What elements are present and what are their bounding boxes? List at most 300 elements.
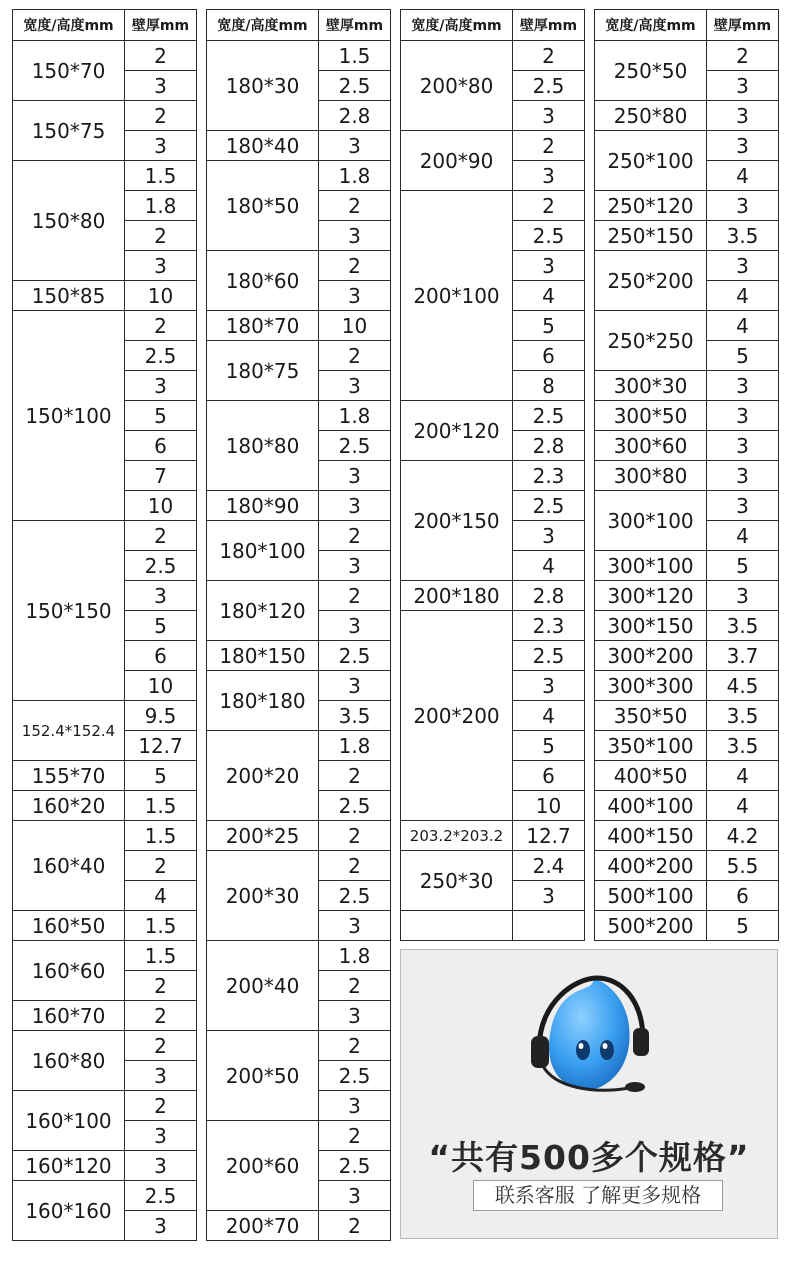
- contact-service-button[interactable]: 联系客服 了解更多规格: [473, 1180, 723, 1211]
- size-cell: 200*80: [401, 41, 513, 131]
- size-cell: 155*70: [13, 761, 125, 791]
- table-row: [595, 41, 779, 71]
- table-row: [207, 1121, 391, 1151]
- size-cell: 180*90: [207, 491, 319, 521]
- header-row: [595, 10, 779, 41]
- thickness-cell: 2: [319, 821, 391, 851]
- thickness-cell: 3: [319, 611, 391, 641]
- thickness-cell: 3: [707, 491, 779, 521]
- size-cell: 150*70: [13, 41, 125, 101]
- size-cell: 300*100: [595, 551, 707, 581]
- table-row: [13, 941, 197, 971]
- size-cell: 250*100: [595, 131, 707, 191]
- table-row: [401, 851, 585, 881]
- thickness-cell: 3: [513, 671, 585, 701]
- table-row: [13, 911, 197, 941]
- thickness-cell: 2: [319, 581, 391, 611]
- thickness-cell: 1.8: [125, 191, 197, 221]
- thickness-cell: 3: [319, 551, 391, 581]
- thickness-cell: 2.5: [513, 491, 585, 521]
- size-cell: 250*150: [595, 221, 707, 251]
- size-cell: 150*85: [13, 281, 125, 311]
- thickness-cell: 1.8: [319, 731, 391, 761]
- thickness-cell: 2: [125, 221, 197, 251]
- thickness-cell: 3: [125, 251, 197, 281]
- table-row: [207, 161, 391, 191]
- size-cell: 150*150: [13, 521, 125, 701]
- thickness-cell: 4: [707, 161, 779, 191]
- table-row: [207, 1031, 391, 1061]
- thickness-cell: 3: [125, 1151, 197, 1181]
- thickness-cell: 1.5: [319, 41, 391, 71]
- size-header: 宽度/高度mm: [595, 10, 707, 41]
- table-row: [401, 191, 585, 221]
- thickness-cell: 4: [707, 791, 779, 821]
- thickness-cell: 5: [125, 761, 197, 791]
- thickness-cell: 4: [707, 521, 779, 551]
- thickness-cell: 2.5: [513, 221, 585, 251]
- thickness-cell: 2.5: [125, 551, 197, 581]
- table-row: [595, 791, 779, 821]
- spec-table-2: [206, 9, 391, 1241]
- thickness-cell: 1.5: [125, 161, 197, 191]
- thickness-cell: 3.5: [707, 611, 779, 641]
- table-row: [595, 851, 779, 881]
- thickness-cell: 3: [707, 191, 779, 221]
- thickness-cell: 3: [319, 281, 391, 311]
- size-cell: 200*100: [401, 191, 513, 401]
- size-cell: 203.2*203.2: [401, 821, 513, 851]
- thickness-cell: 1.5: [125, 941, 197, 971]
- table-row: [595, 491, 779, 521]
- thickness-cell: [513, 911, 585, 941]
- thickness-cell: 3: [319, 1181, 391, 1211]
- size-cell: 180*100: [207, 521, 319, 581]
- thickness-cell: 2.5: [319, 431, 391, 461]
- size-cell: 200*150: [401, 461, 513, 581]
- thickness-cell: 4: [513, 701, 585, 731]
- promo-panel: [400, 949, 778, 1239]
- thickness-cell: 10: [125, 671, 197, 701]
- table-row: [207, 1211, 391, 1241]
- thickness-cell: 3: [707, 101, 779, 131]
- thickness-cell: 3: [707, 131, 779, 161]
- size-cell: 160*120: [13, 1151, 125, 1181]
- size-cell: 250*250: [595, 311, 707, 371]
- spec-table-1: [12, 9, 197, 1241]
- table-row: [207, 401, 391, 431]
- table-row: [207, 581, 391, 611]
- table-row: [207, 521, 391, 551]
- thickness-cell: 3: [125, 1061, 197, 1091]
- thickness-cell: 2.5: [319, 1061, 391, 1091]
- table-row: [595, 131, 779, 161]
- table-row: [207, 341, 391, 371]
- table-row: [401, 131, 585, 161]
- thickness-cell: 3: [125, 1121, 197, 1151]
- table-row: [401, 611, 585, 641]
- size-header: 宽度/高度mm: [401, 10, 513, 41]
- size-cell: 300*50: [595, 401, 707, 431]
- size-cell: 300*300: [595, 671, 707, 701]
- thickness-cell: 2.5: [513, 641, 585, 671]
- size-cell: 200*200: [401, 611, 513, 821]
- thickness-cell: 2: [319, 761, 391, 791]
- thickness-cell: 2.8: [513, 581, 585, 611]
- thickness-cell: 6: [513, 761, 585, 791]
- thickness-cell: 1.5: [125, 821, 197, 851]
- thickness-cell: 2.5: [319, 1151, 391, 1181]
- table-row: [401, 461, 585, 491]
- thickness-header: 壁厚mm: [319, 10, 391, 41]
- thickness-cell: 2.5: [125, 1181, 197, 1211]
- table-row: [207, 251, 391, 281]
- table-row: [595, 311, 779, 341]
- table-row: [401, 41, 585, 71]
- thickness-cell: 2.5: [319, 791, 391, 821]
- size-cell: 300*100: [595, 491, 707, 551]
- spec-table-3: [400, 9, 585, 941]
- table-row: [13, 1001, 197, 1031]
- thickness-cell: 9.5: [125, 701, 197, 731]
- size-cell: 160*40: [13, 821, 125, 911]
- size-header: 宽度/高度mm: [13, 10, 125, 41]
- size-cell: 160*70: [13, 1001, 125, 1031]
- size-cell: 200*30: [207, 851, 319, 941]
- thickness-cell: 1.8: [319, 161, 391, 191]
- size-cell: 250*80: [595, 101, 707, 131]
- table-row: [595, 581, 779, 611]
- size-cell: 200*20: [207, 731, 319, 821]
- table-row: [595, 401, 779, 431]
- thickness-cell: 8: [513, 371, 585, 401]
- thickness-cell: 10: [319, 311, 391, 341]
- table-row: [13, 101, 197, 131]
- table-row: [595, 641, 779, 671]
- table-row: [13, 1181, 197, 1211]
- table-row: [401, 581, 585, 611]
- thickness-cell: 2: [319, 851, 391, 881]
- thickness-cell: 2: [125, 311, 197, 341]
- size-cell: 300*30: [595, 371, 707, 401]
- thickness-cell: 2.5: [513, 401, 585, 431]
- size-cell: 180*150: [207, 641, 319, 671]
- size-cell: 300*120: [595, 581, 707, 611]
- thickness-cell: 3: [319, 1001, 391, 1031]
- thickness-cell: 10: [513, 791, 585, 821]
- thickness-cell: 2: [125, 41, 197, 71]
- thickness-cell: 2: [319, 1211, 391, 1241]
- thickness-cell: 3: [513, 881, 585, 911]
- thickness-cell: 3: [125, 581, 197, 611]
- thickness-cell: 5: [707, 551, 779, 581]
- thickness-cell: 6: [513, 341, 585, 371]
- size-cell: 200*25: [207, 821, 319, 851]
- size-cell: 180*30: [207, 41, 319, 131]
- thickness-cell: 2.5: [513, 71, 585, 101]
- thickness-cell: 6: [707, 881, 779, 911]
- table-row: [207, 671, 391, 701]
- thickness-cell: 7: [125, 461, 197, 491]
- size-cell: 200*60: [207, 1121, 319, 1211]
- thickness-cell: 1.5: [125, 911, 197, 941]
- thickness-cell: 4: [513, 551, 585, 581]
- thickness-cell: 3: [513, 161, 585, 191]
- size-cell: 400*100: [595, 791, 707, 821]
- table-row: [207, 731, 391, 761]
- thickness-cell: 1.8: [319, 941, 391, 971]
- thickness-cell: 3: [707, 401, 779, 431]
- thickness-cell: 2.5: [319, 881, 391, 911]
- table-row: [401, 911, 585, 941]
- table-row: [13, 311, 197, 341]
- table-row: [13, 521, 197, 551]
- size-header: 宽度/高度mm: [207, 10, 319, 41]
- thickness-cell: 4.5: [707, 671, 779, 701]
- size-cell: 300*200: [595, 641, 707, 671]
- thickness-cell: 2: [707, 41, 779, 71]
- header-row: [207, 10, 391, 41]
- table-row: [207, 491, 391, 521]
- thickness-cell: 4: [125, 881, 197, 911]
- table-row: [595, 611, 779, 641]
- thickness-cell: 1.5: [125, 791, 197, 821]
- thickness-cell: 3: [319, 131, 391, 161]
- table-row: [595, 731, 779, 761]
- size-cell: 152.4*152.4: [13, 701, 125, 761]
- thickness-cell: 2: [319, 971, 391, 1001]
- table-row: [595, 101, 779, 131]
- thickness-cell: 2: [513, 131, 585, 161]
- thickness-cell: 4: [707, 311, 779, 341]
- size-cell: 200*180: [401, 581, 513, 611]
- size-cell: 160*60: [13, 941, 125, 1001]
- table-row: [595, 881, 779, 911]
- thickness-cell: 2.8: [319, 101, 391, 131]
- thickness-cell: 3: [513, 101, 585, 131]
- table-row: [595, 761, 779, 791]
- thickness-cell: 3: [125, 1211, 197, 1241]
- size-cell: 250*50: [595, 41, 707, 101]
- table-row: [207, 131, 391, 161]
- thickness-cell: 3.5: [707, 221, 779, 251]
- size-cell: 500*100: [595, 881, 707, 911]
- size-cell: 160*80: [13, 1031, 125, 1091]
- thickness-cell: 3: [319, 371, 391, 401]
- size-cell: 180*70: [207, 311, 319, 341]
- thickness-cell: 2: [125, 521, 197, 551]
- thickness-cell: 5: [513, 731, 585, 761]
- thickness-cell: 3: [319, 911, 391, 941]
- size-cell: 350*100: [595, 731, 707, 761]
- size-cell: 200*40: [207, 941, 319, 1031]
- table-row: [595, 821, 779, 851]
- table-row: [595, 911, 779, 941]
- table-row: [13, 1151, 197, 1181]
- thickness-cell: 3: [707, 461, 779, 491]
- size-cell: 180*80: [207, 401, 319, 491]
- thickness-cell: 2: [125, 101, 197, 131]
- thickness-cell: 3: [319, 1091, 391, 1121]
- size-cell: 160*100: [13, 1091, 125, 1151]
- thickness-cell: 12.7: [513, 821, 585, 851]
- thickness-cell: 2: [125, 1091, 197, 1121]
- headset-mascot-icon: [525, 970, 655, 1100]
- thickness-cell: 5: [707, 341, 779, 371]
- thickness-cell: 3: [319, 221, 391, 251]
- table-row: [595, 461, 779, 491]
- thickness-cell: 2.3: [513, 461, 585, 491]
- size-cell: 300*80: [595, 461, 707, 491]
- table-row: [595, 431, 779, 461]
- table-row: [207, 311, 391, 341]
- header-row: [13, 10, 197, 41]
- table-row: [13, 41, 197, 71]
- thickness-cell: 3: [125, 371, 197, 401]
- thickness-header: 壁厚mm: [125, 10, 197, 41]
- size-cell: 150*80: [13, 161, 125, 281]
- size-cell: 180*120: [207, 581, 319, 641]
- table-row: [401, 401, 585, 431]
- thickness-cell: 5: [125, 611, 197, 641]
- thickness-cell: 3: [707, 371, 779, 401]
- table-row: [13, 761, 197, 791]
- thickness-cell: 4: [707, 761, 779, 791]
- size-cell: 300*150: [595, 611, 707, 641]
- thickness-cell: 6: [125, 641, 197, 671]
- thickness-cell: 2.8: [513, 431, 585, 461]
- thickness-cell: 10: [125, 491, 197, 521]
- thickness-cell: 2: [319, 191, 391, 221]
- thickness-cell: 2.5: [125, 341, 197, 371]
- table-row: [13, 821, 197, 851]
- thickness-cell: 10: [125, 281, 197, 311]
- header-row: [401, 10, 585, 41]
- table-row: [13, 701, 197, 731]
- size-cell: 150*100: [13, 311, 125, 521]
- size-cell: 400*50: [595, 761, 707, 791]
- size-cell: 160*20: [13, 791, 125, 821]
- size-cell: 250*120: [595, 191, 707, 221]
- size-cell: 400*200: [595, 851, 707, 881]
- thickness-cell: 2.5: [319, 641, 391, 671]
- thickness-cell: 2: [513, 191, 585, 221]
- thickness-header: 壁厚mm: [513, 10, 585, 41]
- table-row: [13, 791, 197, 821]
- size-cell: 180*75: [207, 341, 319, 401]
- spec-table-4: [594, 9, 779, 941]
- table-row: [595, 671, 779, 701]
- table-row: [207, 641, 391, 671]
- table-row: [13, 1031, 197, 1061]
- thickness-cell: 5: [707, 911, 779, 941]
- thickness-cell: 12.7: [125, 731, 197, 761]
- table-row: [13, 1091, 197, 1121]
- thickness-cell: 5: [125, 401, 197, 431]
- table-row: [207, 41, 391, 71]
- thickness-cell: 3: [319, 491, 391, 521]
- size-cell: 160*160: [13, 1181, 125, 1241]
- size-cell: 180*40: [207, 131, 319, 161]
- thickness-cell: 4.2: [707, 821, 779, 851]
- thickness-cell: 3: [707, 71, 779, 101]
- size-cell: 180*180: [207, 671, 319, 731]
- thickness-cell: 3: [707, 251, 779, 281]
- thickness-cell: 2: [319, 1121, 391, 1151]
- thickness-cell: 3: [707, 581, 779, 611]
- size-cell: [401, 911, 513, 941]
- table-row: [401, 821, 585, 851]
- thickness-cell: 2: [319, 341, 391, 371]
- thickness-cell: 3: [707, 431, 779, 461]
- thickness-cell: 3: [319, 671, 391, 701]
- thickness-cell: 3: [513, 251, 585, 281]
- thickness-cell: 3.7: [707, 641, 779, 671]
- table-row: [13, 281, 197, 311]
- thickness-cell: 2: [125, 851, 197, 881]
- thickness-cell: 2: [513, 41, 585, 71]
- size-cell: 500*200: [595, 911, 707, 941]
- thickness-cell: 3: [125, 71, 197, 101]
- table-row: [595, 551, 779, 581]
- thickness-cell: 5.5: [707, 851, 779, 881]
- thickness-cell: 2.4: [513, 851, 585, 881]
- size-cell: 200*90: [401, 131, 513, 191]
- table-row: [207, 821, 391, 851]
- size-cell: 160*50: [13, 911, 125, 941]
- thickness-cell: 5: [513, 311, 585, 341]
- table-row: [595, 701, 779, 731]
- table-row: [595, 191, 779, 221]
- size-cell: 400*150: [595, 821, 707, 851]
- thickness-cell: 3.5: [707, 731, 779, 761]
- thickness-cell: 2: [125, 971, 197, 1001]
- size-cell: 350*50: [595, 701, 707, 731]
- table-row: [595, 251, 779, 281]
- thickness-header: 壁厚mm: [707, 10, 779, 41]
- table-row: [595, 371, 779, 401]
- table-row: [207, 941, 391, 971]
- thickness-cell: 3: [125, 131, 197, 161]
- size-cell: 200*120: [401, 401, 513, 461]
- thickness-cell: 3.5: [707, 701, 779, 731]
- thickness-cell: 2: [125, 1031, 197, 1061]
- table-row: [595, 221, 779, 251]
- size-cell: 180*60: [207, 251, 319, 311]
- thickness-cell: 3.5: [319, 701, 391, 731]
- table-row: [207, 851, 391, 881]
- thickness-cell: 3: [513, 521, 585, 551]
- size-cell: 180*50: [207, 161, 319, 251]
- size-cell: 250*30: [401, 851, 513, 911]
- thickness-cell: 2: [319, 521, 391, 551]
- thickness-cell: 2.5: [319, 71, 391, 101]
- size-cell: 250*200: [595, 251, 707, 311]
- size-cell: 200*50: [207, 1031, 319, 1121]
- slogan-text: “共有500多个规格”: [428, 1138, 750, 1177]
- thickness-cell: 2.3: [513, 611, 585, 641]
- table-row: [13, 161, 197, 191]
- thickness-cell: 1.8: [319, 401, 391, 431]
- thickness-cell: 4: [707, 281, 779, 311]
- size-cell: 300*60: [595, 431, 707, 461]
- thickness-cell: 2: [319, 1031, 391, 1061]
- thickness-cell: 4: [513, 281, 585, 311]
- size-cell: 150*75: [13, 101, 125, 161]
- thickness-cell: 6: [125, 431, 197, 461]
- thickness-cell: 3: [319, 461, 391, 491]
- size-cell: 200*70: [207, 1211, 319, 1241]
